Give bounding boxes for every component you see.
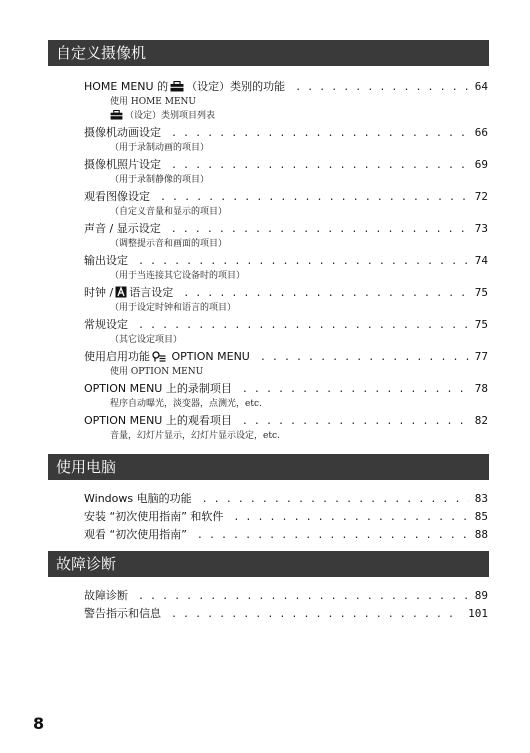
toc-entry-install-guide[interactable]: [84, 508, 488, 526]
toolbox-icon: [170, 81, 184, 95]
toc-entry-page: 85: [474, 510, 488, 523]
leader-dots: [138, 591, 469, 602]
toc-entry-general-settings[interactable]: [84, 316, 488, 334]
toc-entry-page: 72: [474, 190, 488, 203]
toc-entry-page: 66: [474, 126, 488, 139]
section-header-troubleshooting: 故障诊断: [48, 551, 489, 577]
toc-entry-title: [84, 348, 250, 365]
toc-entry-title-post: （设定）类别的功能: [186, 80, 286, 93]
toc-entry-title-pre: HOME MENU 的: [84, 80, 169, 93]
toc-entry-page: 78: [474, 382, 488, 395]
leader-dots: [171, 609, 462, 620]
toc-entry-title-post: 语言设定: [129, 286, 174, 299]
toolbox-icon: [110, 110, 123, 125]
toc-entry-desc: 音量，幻灯片显示，幻灯片显示设定，etc.: [110, 431, 280, 441]
leader-dots: [197, 530, 469, 541]
toc-entry-page: 74: [474, 254, 488, 267]
page-number: 8: [33, 714, 45, 733]
toc-entry-desc: （用于录制静像的项目）: [110, 175, 210, 185]
toc-customize: [84, 78, 488, 444]
toc-entry-page: 88: [474, 528, 488, 541]
leader-dots: [233, 512, 468, 523]
toc-entry-page: 77: [474, 350, 488, 363]
language-a-icon: [115, 286, 127, 301]
toc-entry-warnings[interactable]: [84, 605, 488, 623]
toc-entry-title: Windows 电脑的功能: [84, 492, 192, 505]
toc-entry-title: 观看 “初次使用指南”: [84, 528, 187, 541]
toc-entry-title: [84, 78, 285, 95]
toc-entry-option-record[interactable]: [84, 380, 488, 398]
toc-entry-page: 101: [468, 607, 488, 620]
toc-entry-title: OPTION MENU 上的录制项目: [84, 382, 232, 395]
toc-entry-option-menu[interactable]: [84, 348, 488, 366]
toc-entry-title: 观看图像设定: [84, 190, 150, 203]
leader-dots: [260, 352, 469, 363]
leader-dots: [138, 256, 469, 267]
toc-entry-title: 故障诊断: [84, 589, 128, 602]
toc-entry-page: 75: [474, 318, 488, 331]
section-header-customize: 自定义摄像机: [48, 40, 489, 66]
toc-entry-title: 摄像机照片设定: [84, 158, 161, 171]
toc-entry-desc: 使用 HOME MENU: [110, 97, 196, 107]
toc-entry-page: 82: [474, 414, 488, 427]
toc-entry-view-guide[interactable]: [84, 526, 488, 544]
toc-entry-title: [84, 284, 173, 301]
toc-entry-desc-text: （设定）类别项目列表: [125, 111, 216, 121]
toc-entry-title: 摄像机动画设定: [84, 126, 161, 139]
leader-dots: [171, 224, 469, 235]
leader-dots: [171, 160, 469, 171]
toc-entry-output-settings[interactable]: [84, 252, 488, 270]
toc-entry-desc: （用于录制动画的项目）: [110, 143, 210, 153]
toc-entry-photo-settings[interactable]: [84, 156, 488, 174]
leader-dots: [138, 320, 469, 331]
toc-entry-title: OPTION MENU 上的观看项目: [84, 414, 232, 427]
leader-dots: [183, 288, 469, 299]
toc-entry-home-menu[interactable]: [84, 78, 488, 96]
toc-entry-title-pre: 时钟 /: [84, 286, 114, 299]
toc-entry-title-post: OPTION MENU: [168, 350, 250, 363]
toc-entry-page: 89: [474, 589, 488, 602]
toc-entry-desc: （用于当连接其它设备时的项目）: [110, 271, 246, 281]
toc-entry-desc: 程序自动曝光，淡变器，点测光，etc.: [110, 399, 262, 409]
section-header-pc: 使用电脑: [48, 454, 489, 480]
leader-dots: [202, 494, 469, 505]
toc-entry-title: 声音 / 显示设定: [84, 222, 161, 235]
toc-entry-desc: （其它设定项目）: [110, 335, 183, 345]
leader-dots: [160, 192, 469, 203]
toc-entry-clock-language[interactable]: [84, 284, 488, 302]
toc-entry-desc: [84, 110, 488, 124]
toc-entry-title: 警告指示和信息: [84, 607, 161, 620]
toc-entry-page: 73: [474, 222, 488, 235]
toc-entry-sound-display[interactable]: [84, 220, 488, 238]
toc-entry-option-view[interactable]: [84, 412, 488, 430]
toc-entry-desc: （调整提示音和画面的项目）: [110, 239, 228, 249]
toc-entry-windows-functions[interactable]: [84, 490, 488, 508]
option-menu-icon: [152, 351, 166, 365]
toc-entry-page: 75: [474, 286, 488, 299]
toc-troubleshooting: [84, 587, 488, 623]
toc-entry-title: 安装 “初次使用指南” 和软件: [84, 510, 224, 523]
toc-entry-page: 83: [474, 492, 488, 505]
toc-entry-page: 64: [474, 80, 488, 93]
toc-entry-troubleshooting[interactable]: [84, 587, 488, 605]
toc-entry-page: 69: [474, 158, 488, 171]
leader-dots: [242, 384, 469, 395]
toc-entry-desc: （自定义音量和显示的项目）: [110, 207, 228, 217]
toc-entry-movie-settings[interactable]: [84, 124, 488, 142]
toc-pc: [84, 490, 488, 544]
leader-dots: [295, 82, 469, 93]
toc-entry-title: 常规设定: [84, 318, 128, 331]
toc-entry-title: 输出设定: [84, 254, 128, 267]
toc-entry-desc: 使用 OPTION MENU: [110, 367, 204, 377]
toc-entry-title-pre: 使用启用功能: [84, 350, 150, 363]
toc-entry-view-settings[interactable]: [84, 188, 488, 206]
toc-entry-desc: （用于设定时钟和语言的项目）: [110, 303, 237, 313]
leader-dots: [242, 416, 469, 427]
leader-dots: [171, 128, 469, 139]
